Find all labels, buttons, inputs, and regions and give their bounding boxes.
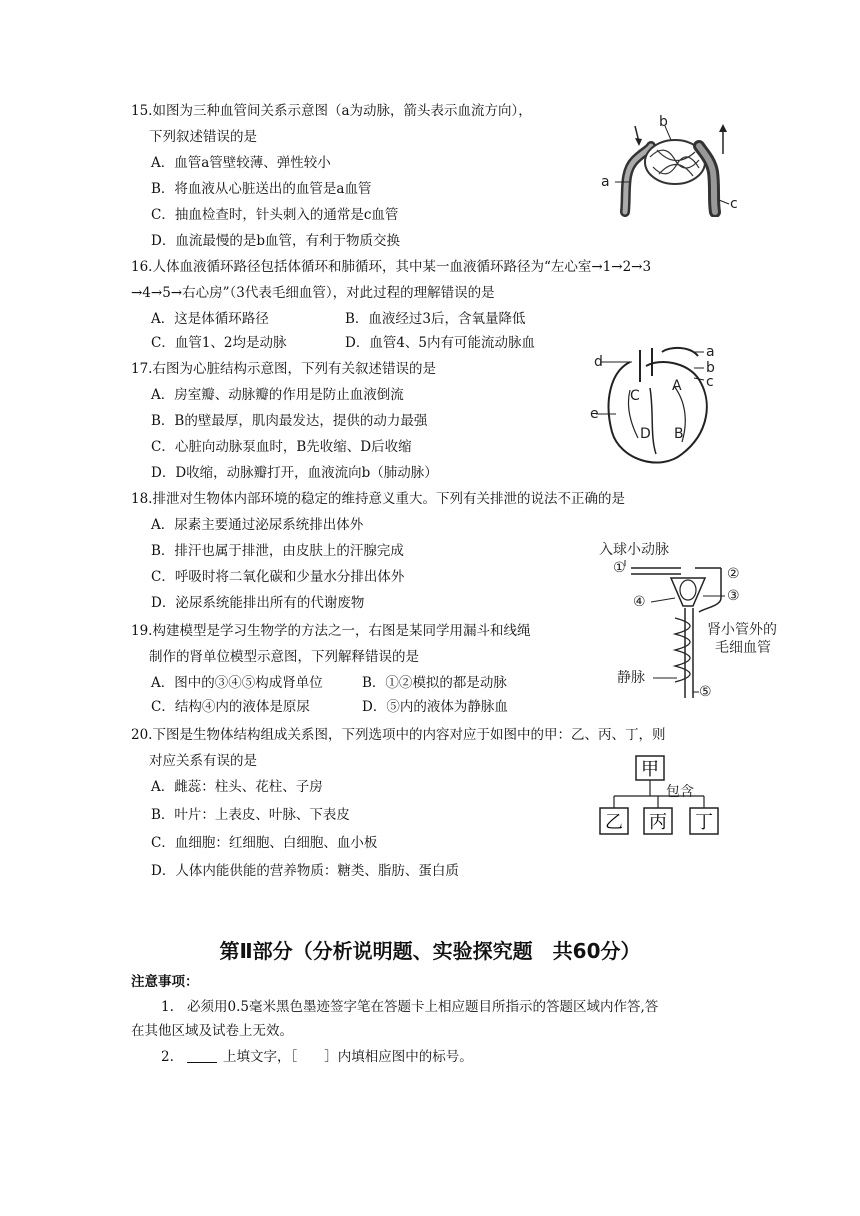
blood-vessel-diagram [595,112,745,217]
q17-option-b: B．B的壁最厚，肌肉最发达，提供的动力最强 [151,413,428,429]
q16-stem-cont: →4→5→右心房”（3代表毛细血管），对此过程的理解错误的是 [131,285,495,301]
q19-option-c: C．结构④内的液体是原尿 [151,699,310,715]
q16-option-b: B．血液经过3后，含氧量降低 [345,311,526,327]
q20-box-child-2: 丙 [649,812,667,833]
q20-box-child-1: 乙 [605,812,623,833]
q20-option-b: B．叶片：上表皮、叶脉、下表皮 [151,807,350,823]
heart-diagram [590,342,730,472]
q15-label-b: b [659,114,668,130]
q17-option-d: D．D收缩，动脉瓣打开，血液流向b（肺动脉） [151,465,438,481]
q19-label-vein: 静脉 [617,670,645,686]
q19-option-a: A．图中的③④⑤构成肾单位 [151,675,323,691]
q17-option-a: A．房室瓣、动脉瓣的作用是防止血液倒流 [151,387,404,403]
note-1-continued: 在其他区域及试卷上无效。 [131,1023,293,1039]
note-2-number: 2. [161,1049,174,1065]
q20-stem: 20.下图是生物体结构组成关系图，下列选项中的内容对应于如图中的甲：乙、丙、丁，则 [131,727,666,743]
q18-option-b: B．排汗也属于排泄，由皮肤上的汗腺完成 [151,543,404,559]
q17-option-c: C．心脏向动脉泵血时，B先收缩、D后收缩 [151,439,412,455]
q18-stem: 18.排泄对生物体内部环境的稳定的维持意义重大。下列有关排泄的说法不正确的是 [131,491,625,507]
notes-label: 注意事项： [131,974,199,990]
q20-option-a: A．雌蕊：柱头、花柱、子房 [151,779,323,795]
q15-option-a: A．血管a管壁较薄、弹性较小 [151,155,331,171]
q15-label-a: a [601,174,610,190]
q19-label-5: ⑤ [699,684,712,700]
q17-stem: 17.右图为心脏结构示意图，下列有关叙述错误的是 [131,361,436,377]
note-1-text: 必须用0.5毫米黑色墨迹签字笔在答题卡上相应题目所指示的答题区域内作答,答 [187,999,659,1015]
q17-label-b: b [706,360,715,376]
note-2-line [187,1047,473,1067]
q15-option-c: C．抽血检查时，针头刺入的通常是c血管 [151,207,399,223]
q20-stem-cont: 对应关系有误的是 [149,753,257,769]
q17-label-e: e [590,406,599,422]
q20-box-top: 甲 [641,759,659,780]
q16-stem: 16.人体血液循环路径包括体循环和肺循环，其中某一血液循环路径为“左心室→1→2→3 [131,259,652,275]
section-title: 第Ⅱ部分（分析说明题、实验探究题 共60分） [219,939,641,963]
q19-option-d: D．⑤内的液体为静脉血 [362,699,508,715]
answer-blank [187,1048,217,1063]
q17-label-D: D [640,426,651,442]
q17-label-A: A [672,378,682,394]
structure-relation-diagram [596,752,726,840]
q19-stem: 19.构建模型是学习生物学的方法之一，右图是某同学用漏斗和线绳 [131,623,531,639]
q15-stem: 15.如图为三种血管间关系示意图（a为动脉，箭头表示血流方向）， [131,103,532,119]
q19-label-3: ③ [727,588,740,604]
q19-label-1: ① [613,560,626,576]
q19-label-2: ② [727,566,740,582]
q19-option-b: B．①②模拟的都是动脉 [362,675,507,691]
note-1-number: 1. [161,999,174,1015]
q18-option-d: D．泌尿系统能排出所有的代谢废物 [151,595,365,611]
q20-box-child-3: 丁 [695,812,713,833]
q17-label-c: c [706,374,714,390]
q16-option-d: D．血管4、5内有可能流动脉血 [345,335,536,351]
q19-label-afferent: 入球小动脉 [599,542,669,558]
q15-option-b: B．将血液从心脏送出的血管是a血管 [151,181,372,197]
q16-option-c: C．血管1、2均是动脉 [151,335,287,351]
q20-option-d: D．人体内能供能的营养物质：糖类、脂肪、蛋白质 [151,863,459,879]
note-2-text: 上填文字，［ ］内填相应图中的标号。 [223,1049,473,1065]
q18-option-a: A．尿素主要通过泌尿系统排出体外 [151,517,364,533]
q19-stem-cont: 制作的肾单位模型示意图，下列解释错误的是 [149,649,419,665]
q20-option-c: C．血细胞：红细胞、白细胞、血小板 [151,835,378,851]
q15-stem-cont: 下列叙述错误的是 [149,129,257,145]
q18-option-c: C．呼吸时将二氧化碳和少量水分排出体外 [151,569,405,585]
q19-label-4: ④ [633,594,646,610]
q19-label-peritubular-1: 肾小管外的 [707,622,777,638]
q16-option-a: A．这是体循环路径 [151,311,269,327]
q20-label-contains: 包含 [666,784,694,800]
q15-label-c: c [730,196,738,212]
q19-label-peritubular-2: 毛细血管 [715,640,771,656]
q17-label-C: C [630,388,640,404]
q17-label-B: B [674,426,684,442]
q15-option-d: D．血流最慢的是b血管，有利于物质交换 [151,233,400,249]
q17-label-d: d [594,354,603,370]
nephron-model-diagram [595,538,795,708]
q17-label-a: a [706,344,715,360]
